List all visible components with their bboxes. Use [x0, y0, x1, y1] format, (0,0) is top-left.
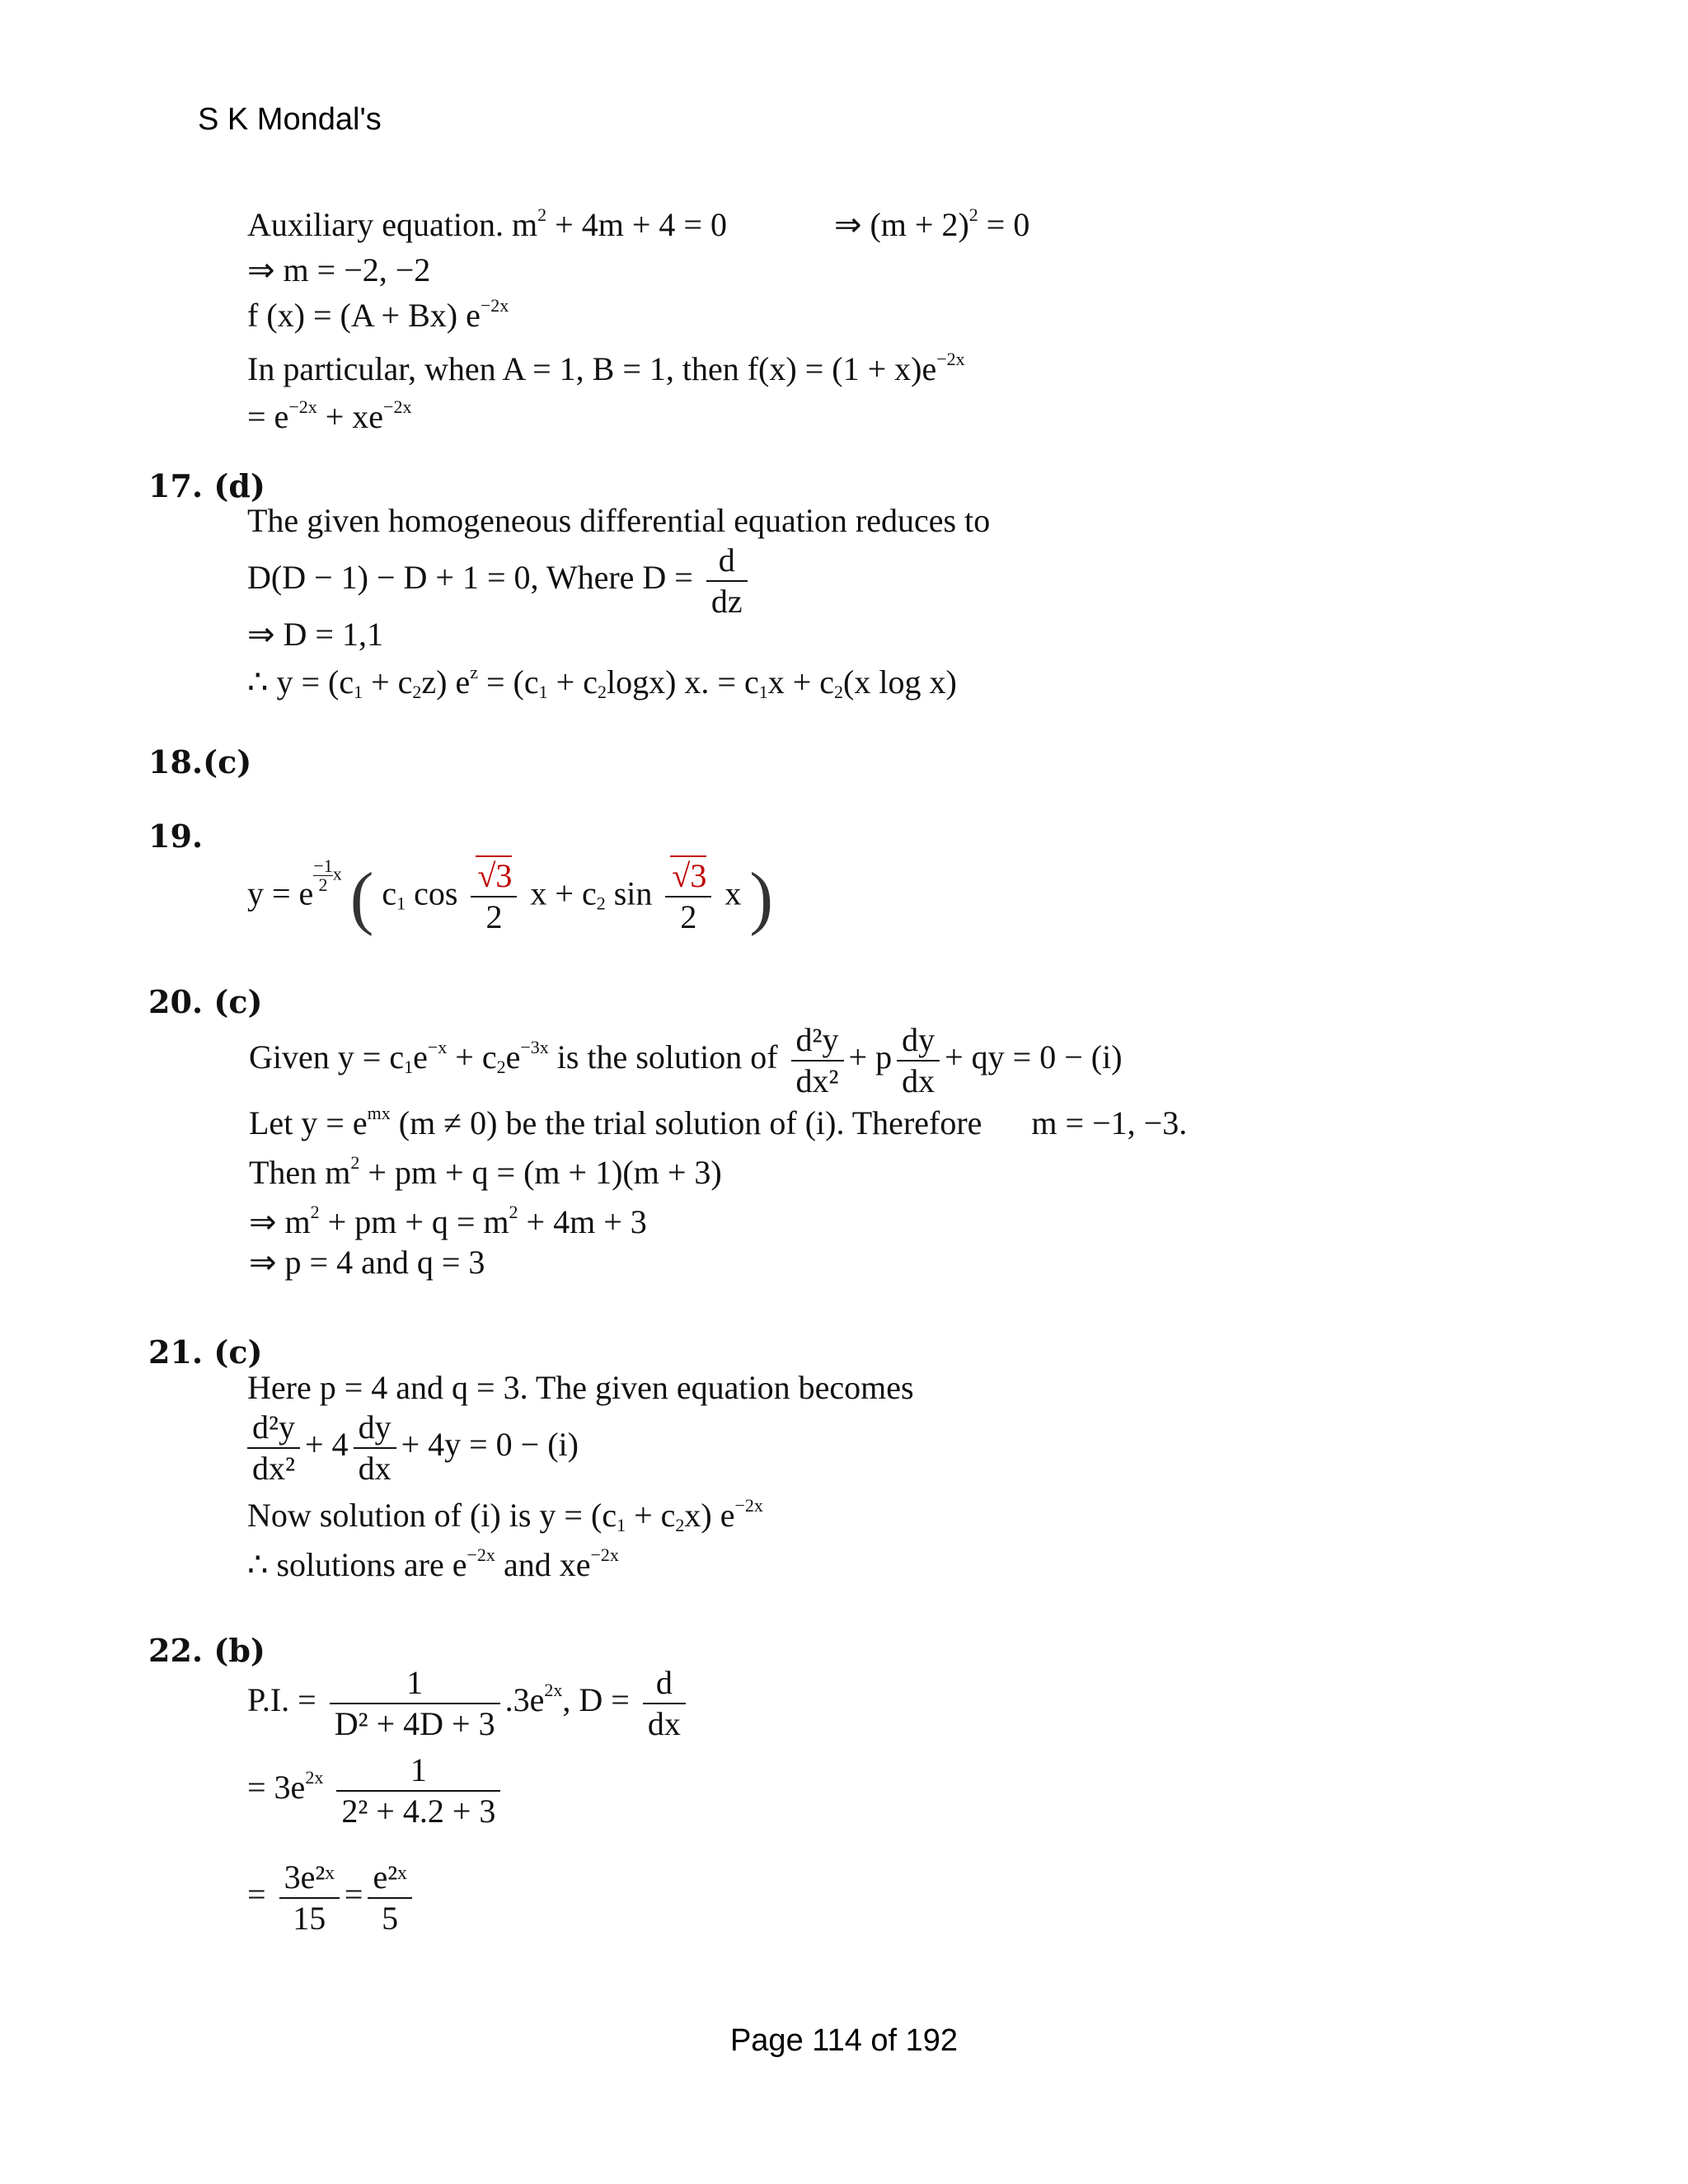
text: x) e	[684, 1497, 735, 1534]
text: ∴ y = (c	[247, 663, 354, 701]
numerator: dy	[897, 1024, 940, 1062]
denominator: 15	[293, 1900, 326, 1937]
roots-line: ⇒ m = −2, −2	[247, 251, 431, 288]
denominator: dx	[358, 1450, 392, 1487]
text: y = e	[247, 874, 314, 912]
superscript: −2x	[480, 295, 509, 316]
fraction	[354, 1408, 396, 1487]
superscript: −2x	[288, 396, 317, 417]
text: + c	[447, 1038, 497, 1076]
fraction	[330, 1666, 500, 1741]
expanded-line	[247, 398, 411, 434]
superscript: −3x	[520, 1037, 549, 1058]
denominator: 2² + 4.2 + 3	[341, 1793, 496, 1830]
sqrt-3: √3	[477, 857, 513, 895]
superscript: 2	[350, 1152, 360, 1173]
text: Given y = c	[249, 1038, 405, 1076]
question-number-21: 21. (c)	[148, 1333, 263, 1371]
subscript: 2	[675, 1515, 685, 1535]
numerator: d	[643, 1666, 686, 1704]
text: =	[247, 1876, 266, 1914]
denominator: dx²	[795, 1062, 839, 1099]
text: c	[382, 874, 397, 912]
subscript: 2	[412, 682, 422, 702]
numerator: −1	[313, 855, 333, 876]
text: =	[344, 1876, 363, 1914]
text: m = −1, −3.	[1031, 1104, 1188, 1141]
text: + 4y = 0 − (i)	[401, 1426, 579, 1464]
aux-equation-line	[247, 206, 1029, 241]
fraction	[791, 1021, 844, 1099]
superscript: mx	[367, 1103, 391, 1123]
superscript: 2	[968, 204, 978, 225]
text: + c	[547, 663, 598, 701]
subscript: 2	[496, 1057, 506, 1078]
left-paren: (	[349, 857, 374, 937]
numerator: d²y	[791, 1024, 844, 1062]
text: Then m	[249, 1154, 351, 1191]
text: + c	[363, 663, 413, 701]
text: In particular, when A = 1, B = 1, then f(x) = (1 + x)e	[247, 350, 937, 387]
q21-line-2	[247, 1408, 579, 1487]
question-number-18: 18.(c)	[148, 743, 252, 780]
fraction	[471, 857, 517, 936]
text: P.I. =	[247, 1681, 316, 1719]
numerator: d²y	[247, 1411, 300, 1449]
q21-line-1: Here p = 4 and q = 3. The given equation becomes	[247, 1369, 914, 1406]
subscript: 2	[597, 682, 607, 702]
superscript: −2x	[590, 1544, 619, 1565]
text: (m ≠ 0) be the trial solution of (i). Therefore	[390, 1104, 982, 1141]
denominator: dx²	[252, 1450, 295, 1487]
text: f (x) = (A + Bx) e	[247, 297, 481, 334]
text: Now solution of (i) is y = (c	[247, 1497, 617, 1534]
text: = 0	[978, 206, 1030, 243]
text: + pm + q = (m + 1)(m + 3)	[359, 1154, 722, 1191]
subscript: 1	[354, 682, 363, 702]
superscript: 2	[509, 1202, 518, 1222]
text: x + c	[767, 663, 835, 701]
text: + pm + q = m	[319, 1203, 509, 1240]
page-number: Page 114 of 192	[729, 2023, 959, 2058]
text: and xe	[495, 1546, 591, 1583]
q20-line-4	[249, 1203, 647, 1239]
text: + xe	[316, 398, 384, 435]
subscript: 1	[617, 1515, 626, 1535]
text: m	[512, 206, 538, 243]
text: + 4	[305, 1426, 349, 1464]
q20-line-1	[249, 1021, 1123, 1099]
q22-line-3	[247, 1858, 417, 1937]
q22-line-2	[247, 1751, 505, 1830]
subscript: 1	[538, 682, 548, 702]
text: = e	[247, 398, 289, 435]
superscript: −2x	[467, 1544, 495, 1565]
denominator: 2	[680, 898, 697, 936]
subscript: 1	[396, 893, 406, 914]
q21-line-4	[247, 1546, 619, 1582]
superscript: z	[470, 662, 478, 682]
text: + p	[848, 1038, 893, 1076]
text: is the solution of	[548, 1038, 778, 1076]
text: ⇒ (m + 2)	[833, 206, 969, 243]
q17-line-3: ⇒ D = 1,1	[247, 616, 383, 653]
fraction	[665, 857, 711, 936]
denominator: 5	[382, 1900, 399, 1937]
text: ∴ solutions are e	[247, 1546, 467, 1583]
numerator: dy	[354, 1411, 396, 1449]
text: cos	[406, 874, 458, 912]
subscript: 1	[758, 682, 768, 702]
text: Auxiliary equation.	[247, 206, 504, 243]
fraction	[336, 1751, 500, 1830]
q20-line-3	[249, 1154, 722, 1189]
text: + 4m + 3	[518, 1203, 647, 1240]
numerator: d	[706, 544, 748, 582]
fraction	[643, 1666, 686, 1741]
text: logx) x. = c	[606, 663, 759, 701]
denominator: dx	[647, 1705, 681, 1742]
text: + qy = 0 − (i)	[945, 1038, 1123, 1076]
superscript: 2x	[305, 1767, 324, 1788]
text: + c	[626, 1497, 676, 1534]
text: , D =	[562, 1681, 630, 1719]
question-number-19: 19.	[148, 818, 204, 855]
text: Let y = e	[249, 1104, 368, 1141]
subscript: 2	[596, 893, 606, 914]
text: sin	[605, 874, 653, 912]
superscript: 2x	[544, 1680, 563, 1701]
text: x	[332, 863, 342, 884]
question-number-17: 17. (d)	[148, 467, 265, 504]
q20-line-5: ⇒ p = 4 and q = 3	[249, 1244, 485, 1281]
text: = 3e	[247, 1769, 306, 1807]
text: ⇒ m	[249, 1203, 311, 1240]
fraction	[279, 1858, 340, 1937]
superscript: −2x	[383, 396, 412, 417]
text: z) e	[421, 663, 471, 701]
denominator: D² + 4D + 3	[334, 1705, 495, 1742]
subscript: 1	[404, 1057, 414, 1078]
text: + 4m + 4 = 0	[546, 206, 727, 243]
superscript: −2x	[734, 1495, 763, 1516]
sqrt-3: √3	[672, 857, 707, 895]
q22-line-1	[247, 1666, 691, 1741]
text: D(D − 1) − D + 1 = 0, Where D =	[247, 559, 693, 597]
q19-equation	[247, 855, 774, 937]
numerator: 1	[330, 1666, 500, 1704]
denominator: dz	[710, 583, 743, 620]
text: x	[724, 874, 742, 912]
fraction	[368, 1858, 411, 1937]
text: e	[413, 1038, 428, 1076]
numerator: e²ˣ	[368, 1861, 411, 1899]
numerator: 1	[336, 1754, 500, 1792]
question-number-22: 22. (b)	[148, 1632, 265, 1669]
superscript: 2	[310, 1202, 320, 1222]
particular-line	[247, 350, 965, 386]
fraction	[247, 1408, 300, 1487]
general-solution-line	[247, 297, 509, 332]
fraction	[706, 541, 748, 620]
numerator	[665, 857, 711, 898]
q21-line-3	[247, 1497, 763, 1535]
superscript: 2	[537, 204, 547, 225]
fraction	[897, 1021, 940, 1099]
subscript: 2	[834, 682, 844, 702]
q17-line-2	[247, 541, 753, 620]
right-paren: )	[749, 857, 774, 937]
denominator: 2	[485, 898, 503, 936]
q20-line-2	[249, 1104, 1187, 1140]
text: e	[505, 1038, 521, 1076]
denominator: dx	[902, 1062, 935, 1099]
q17-line-4	[247, 663, 957, 701]
text: .3e	[504, 1681, 545, 1719]
superscript: −2x	[936, 349, 965, 369]
text: = (c	[478, 663, 539, 701]
numerator: 3e²ˣ	[279, 1861, 340, 1899]
q17-line-1: The given homogeneous differential equation reduces to	[247, 502, 991, 539]
numerator	[471, 857, 517, 898]
exponent	[313, 857, 341, 894]
header-author: S K Mondal's	[198, 102, 382, 137]
text: x + c	[530, 874, 597, 912]
denominator: 2	[318, 874, 328, 895]
question-number-20: 20. (c)	[148, 983, 263, 1020]
superscript: −x	[427, 1037, 448, 1058]
text: (x log x)	[843, 663, 957, 701]
